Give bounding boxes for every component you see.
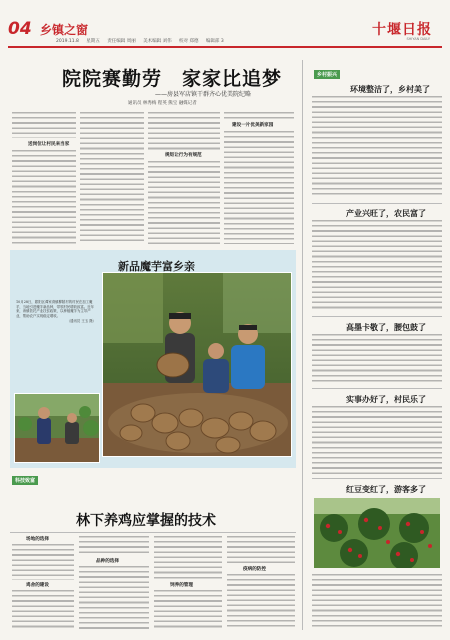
issue-date: 2019.11.8: [56, 39, 79, 44]
tech-subhead: 场地的选择: [26, 537, 49, 542]
sidebar-headline: 实事办好了，村民乐了: [346, 394, 426, 404]
konjac-field-illustration: [15, 394, 100, 463]
tech-subhead: 饲养的管理: [170, 583, 193, 588]
tech-body-column: [79, 536, 149, 556]
section-tag: 乡村振兴: [314, 70, 340, 79]
lead-subhead: 送岗位让村民来当家: [28, 142, 70, 147]
red-bean-illustration: [314, 498, 440, 568]
sidebar-headline: 高墨卡敬了，腰包鼓了: [346, 322, 426, 332]
divider-rule: [10, 532, 296, 533]
weekday: 星期五: [86, 39, 100, 44]
divider-rule: [312, 203, 442, 204]
lead-subhead: 建设一片优美新家园: [232, 123, 274, 128]
sidebar-headline: 产业兴旺了，农民富了: [346, 208, 426, 218]
lead-byline: 通讯员 林秀梅 程英 熊宝 融媒记者: [128, 101, 197, 106]
konjac-harvest-photo: [102, 272, 292, 457]
sidebar-body: [312, 574, 442, 630]
tech-body-column: [12, 544, 74, 580]
caption-text: 10月28日，郧阳区谭家湾镇柳陂村的村民在加工魔芋，当地引进魔芋新品种，带领村民增收致富。近年来，该镇依托产业扶贫政策，以种植魔芋为主导产业，帮助农户实现稳定增收。: [16, 300, 94, 319]
tech-headline: 林下养鸡应掌握的技术: [76, 513, 216, 529]
divider-rule: [312, 478, 442, 479]
masthead-meta: [56, 38, 230, 44]
tech-body-column: [154, 536, 222, 580]
meta-item: 校对 郑德: [179, 39, 199, 44]
sidebar-body: [312, 220, 442, 312]
divider-rule: [312, 388, 442, 389]
paper-logo: 十堰日报: [372, 22, 432, 38]
lead-body-column: [224, 131, 294, 244]
column-divider: [302, 60, 303, 630]
lead-subhead: 规矩让行为有规范: [165, 153, 202, 158]
feature-caption: [16, 300, 96, 384]
tech-body-column: [227, 536, 295, 564]
feature-headline: 新品魔芋富乡亲: [118, 260, 195, 273]
sidebar-body: [312, 334, 442, 384]
red-bean-photo: [314, 498, 440, 568]
lead-body-column: [224, 112, 294, 120]
divider-rule: [312, 316, 442, 317]
lead-subtitle: ——房县军店镇干群齐心优美院纪略: [155, 91, 252, 98]
sidebar-headline: 红豆变红了，游客多了: [346, 484, 426, 494]
paper-logo-sub: SHIYAN DAILY: [406, 37, 430, 41]
section-tag: 科技致富: [12, 476, 38, 485]
lead-body-column: [12, 150, 76, 244]
konjac-field-photo: [14, 393, 100, 463]
lead-body-column: [148, 161, 220, 244]
lead-headline: 院院赛勤劳 家家比追梦: [62, 68, 283, 90]
lead-body-column: [148, 112, 220, 150]
tech-subhead: 鸡舍的建设: [26, 583, 49, 588]
tech-body-column: [154, 590, 222, 630]
lead-body-column: [80, 112, 144, 244]
konjac-harvest-illustration: [103, 273, 292, 457]
sidebar-body: [312, 96, 442, 196]
meta-item: 美术编辑 刘伟: [143, 39, 172, 44]
tech-body-column: [12, 590, 74, 630]
sidebar-body: [312, 406, 442, 474]
sidebar-headline: 环境整洁了，乡村美了: [350, 84, 430, 94]
caption-credit: （通讯员 王玉 摄）: [66, 318, 96, 323]
tech-subhead: 疫病的防控: [243, 567, 266, 572]
tech-body-column: [227, 574, 295, 630]
page-number: 04: [8, 19, 32, 39]
masthead: [8, 18, 442, 48]
section-name: 乡镇之窗: [40, 23, 89, 37]
meta-item: 责任编辑 周丽: [107, 39, 136, 44]
lead-body-column: [12, 112, 76, 138]
tech-subhead: 品种的选择: [96, 559, 119, 564]
meta-item: 编辑部 3: [205, 39, 224, 44]
tech-body-column: [79, 566, 149, 630]
